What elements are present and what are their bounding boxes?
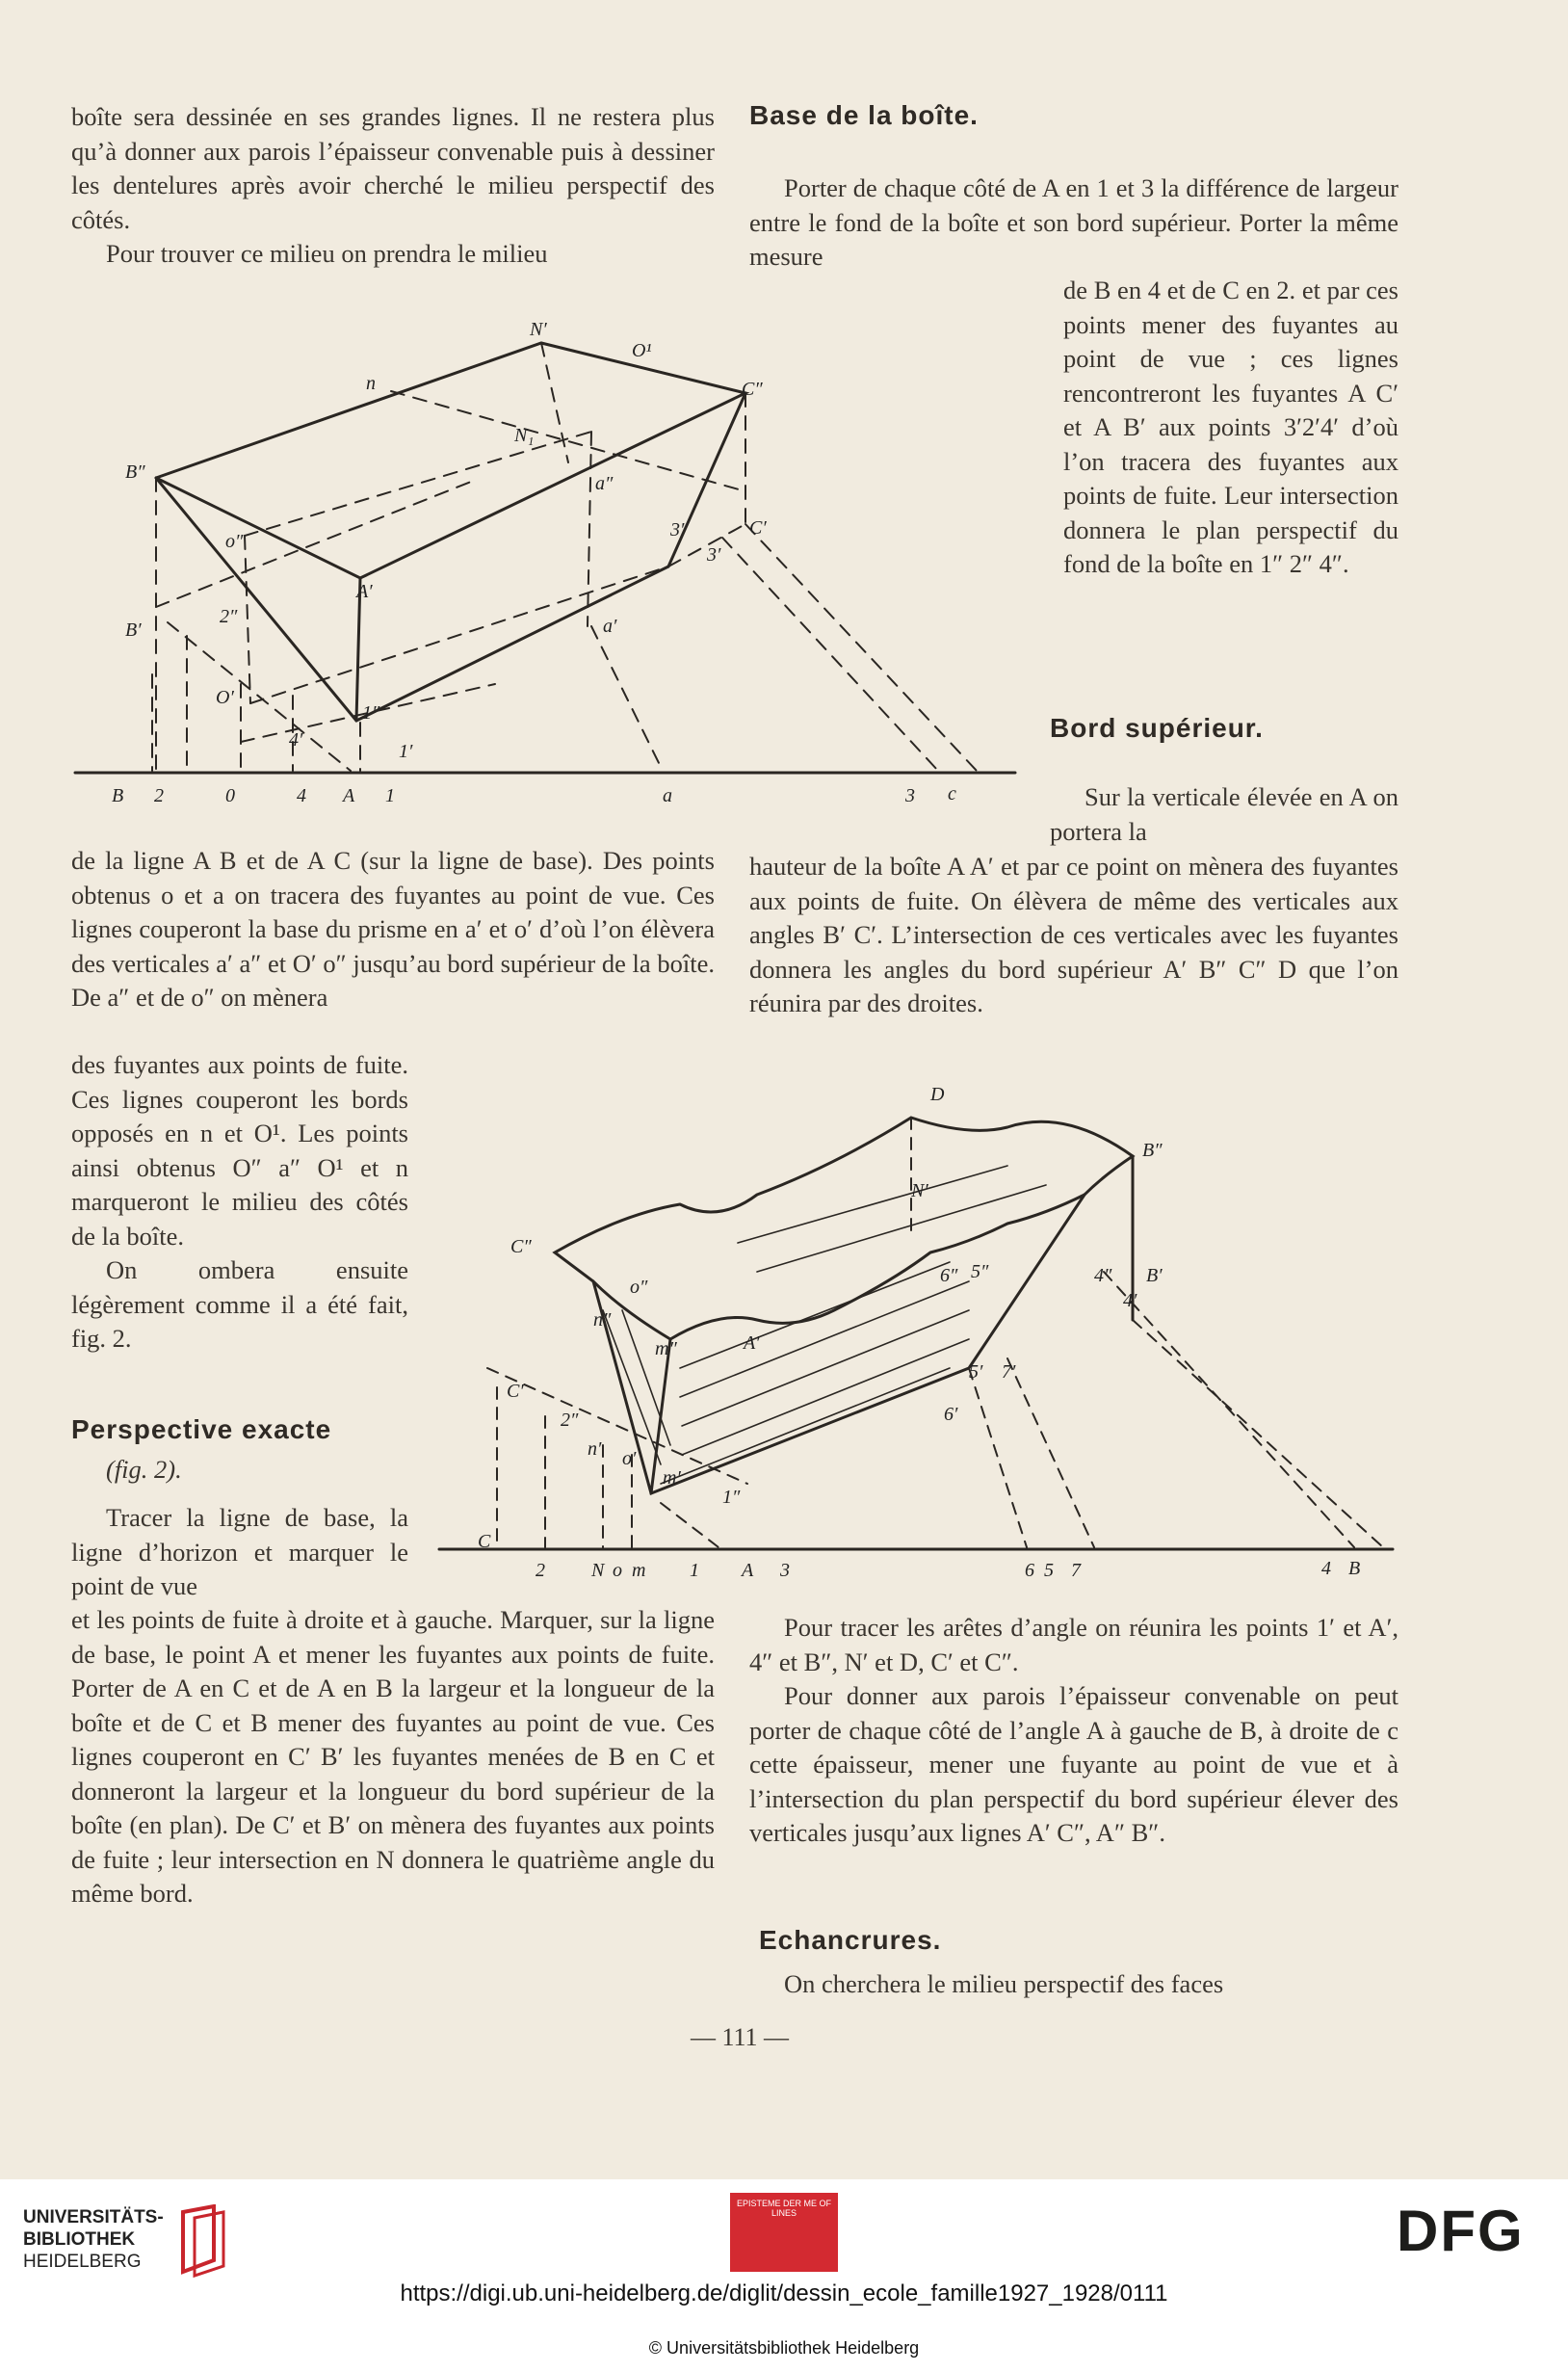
svg-text:A: A [742, 1560, 754, 1581]
paragraph-bord-narrow: Sur la verticale élevée en A on portera la [1050, 782, 1398, 846]
right-echancrures [749, 1967, 1398, 2002]
svg-text:3: 3 [905, 785, 915, 806]
svg-text:N′: N′ [530, 319, 547, 340]
svg-text:2″: 2″ [561, 1410, 579, 1431]
left-narrow-perspective [71, 1501, 408, 1604]
paragraph-milieu-wide: de la ligne A B et de A C (sur la ligne de base). Des points obtenus o et a on tracera des fuyantes au point de vue. Ces lignes couperont la base du prisme en a′ et o′ d’où l’on élèvera des verticales a′ a″ et O′ o″ jusqu’au bord supérieur de la boîte. De a″ et de o″ on mènera [71, 846, 715, 1012]
svg-text:o″: o″ [630, 1277, 648, 1298]
svg-text:7′: 7′ [1002, 1361, 1016, 1383]
svg-text:A′: A′ [744, 1332, 760, 1354]
svg-text:C′: C′ [507, 1381, 524, 1402]
svg-text:N′: N′ [911, 1180, 928, 1201]
svg-text:B: B [1348, 1558, 1361, 1579]
svg-text:A′: A′ [356, 581, 373, 602]
svg-text:o″: o″ [225, 531, 244, 552]
svg-text:1″: 1″ [362, 702, 380, 724]
figure-1-box-perspective [71, 318, 1025, 819]
heading-bord-superieur: Bord supérieur. [1050, 713, 1264, 743]
left-intro [71, 100, 715, 272]
svg-text:n: n [366, 373, 376, 394]
svg-text:o: o [613, 1560, 622, 1581]
svg-text:B: B [112, 785, 124, 806]
svg-text:1: 1 [690, 1560, 699, 1581]
figure-2-drawing [430, 1079, 1398, 1599]
svg-text:a″: a″ [595, 473, 614, 494]
svg-text:B′: B′ [1146, 1265, 1163, 1286]
heading-echancrures: Echancrures. [759, 1925, 942, 1955]
svg-text:n″: n″ [593, 1309, 612, 1331]
svg-text:B″: B″ [1142, 1140, 1163, 1161]
svg-text:4′: 4′ [289, 729, 303, 751]
paragraph-tracer-wide: et les points de fuite à droite et à gauche. Marquer, sur la ligne de base, le point A et mener les fuyantes aux points de fuite. Porter de A en C et de A en B la largeur et la longueur de la boîte et de C et B mener des fuyantes au point de vue. Ces lignes couperont en C′ B′ les fuyantes menées de B en C et donneront la largeur et la longueur du bord supérieur de la boîte (en plan). De C′ et B′ on mènera des fuyantes aux points de fuite ; leur intersection en N donnera le quatrième angle du même bord. [71, 1605, 715, 1908]
heading-perspective-sub: (fig. 2). [106, 1455, 182, 1484]
figure-2-box-shaded [430, 1079, 1398, 1599]
svg-text:a: a [663, 785, 672, 806]
ub-line1: UNIVERSITÄTS- [23, 2207, 164, 2227]
svg-text:B″: B″ [125, 461, 145, 483]
right-aretes-block [749, 1611, 1398, 1851]
epistemes-text: EPISTEME DER ME OF LINES [736, 2199, 831, 2218]
svg-text:0: 0 [225, 785, 235, 806]
paragraph-base-narrow: de B en 4 et de C en 2. et par ces points mener des fuyantes au point de vue ; ces lignes rencontreront les fuyantes A C′ et A B′ aux points 3′2′4′ d’où l’on tracera des fuyantes aux points de fuite. Leur intersection donnera le plan perspectif du fond de la boîte en 1″ 2″ 4″. [1063, 276, 1398, 578]
intro-paragraph: boîte sera dessinée en ses grandes lignes. Il ne restera plus qu’à donner aux parois l’épaisseur convenable puis à dessiner les dentelures après avoir cherché le milieu perspectif des côtés. [71, 102, 715, 234]
svg-text:6: 6 [1025, 1560, 1034, 1581]
svg-text:2″: 2″ [220, 606, 238, 627]
copyright-notice: © Universitätsbibliothek Heidelberg [648, 2338, 920, 2358]
svg-text:4′: 4′ [1123, 1290, 1137, 1311]
paragraph-aretes: Pour tracer les arêtes d’angle on réunira les points 1′ et A′, 4″ et B″, N′ et D, C′ et C″. [749, 1613, 1398, 1676]
right-bord-narrow [1050, 780, 1398, 849]
fig2-top-rim [555, 1118, 1133, 1339]
svg-text:B′: B′ [125, 619, 142, 641]
page-number: — 111 — [690, 2023, 790, 2051]
svg-text:4″: 4″ [1094, 1265, 1112, 1286]
fig2-construction-lines [487, 1118, 1383, 1547]
svg-text:N: N [591, 1560, 605, 1581]
epistemes-logo[interactable] [730, 2193, 838, 2272]
ub-line2: BIBLIOTHEK [23, 2229, 136, 2250]
svg-text:3′: 3′ [707, 544, 721, 566]
svg-text:4: 4 [1321, 1558, 1331, 1579]
svg-text:m: m [632, 1560, 646, 1581]
svg-text:2: 2 [154, 785, 164, 806]
svg-text:C″: C″ [510, 1236, 532, 1257]
fig1-base-labels [112, 783, 956, 806]
svg-text:m′: m′ [663, 1467, 681, 1489]
heading-base-boite: Base de la boîte. [749, 100, 979, 130]
right-bord-wide [749, 850, 1398, 1021]
left-continuation [71, 844, 715, 1015]
fig2-labels [507, 1084, 1163, 1508]
svg-text:6″: 6″ [940, 1265, 958, 1286]
paragraph-bord-wide: hauteur de la boîte A A′ et par ce point on mènera des fuyantes aux points de fuite. On élèvera de même des verticales aux angles B′ C′. L’intersection de ces verticales avec les fuyantes donnera les angles du bord supérieur A′ B″ C″ D que l’on réunira par des droites. [749, 852, 1398, 1017]
svg-text:c: c [948, 783, 956, 804]
svg-text:C″: C″ [742, 379, 763, 400]
svg-text:5: 5 [1044, 1560, 1054, 1581]
svg-text:1: 1 [385, 785, 395, 806]
right-base-wide [749, 171, 1398, 275]
svg-text:5′: 5′ [969, 1361, 983, 1383]
permalink-url[interactable]: https://digi.ub.uni-heidelberg.de/diglit/dessin_ecole_famille1927_1928/0111 [400, 2280, 1168, 2306]
fig1-construction-lines [152, 343, 977, 771]
ub-line3: HEIDELBERG [23, 2252, 142, 2272]
svg-text:N₁: N₁ [514, 425, 535, 446]
right-base-narrow [1063, 274, 1398, 582]
paragraph-ombrer: On ombera ensuite légèrement comme il a été fait, fig. 2. [71, 1255, 408, 1353]
figure-1-drawing [71, 318, 1025, 819]
left-wide-perspective [71, 1603, 715, 1911]
svg-text:O′: O′ [216, 687, 234, 708]
svg-text:5″: 5″ [971, 1261, 989, 1282]
svg-text:D: D [930, 1084, 945, 1105]
ub-heidelberg-wordmark[interactable] [23, 2206, 164, 2273]
heading-perspective-exacte: Perspective exacte [71, 1414, 332, 1444]
paragraph-echancrures: On cherchera le milieu perspectif des faces [784, 1969, 1224, 1998]
svg-text:m″: m″ [655, 1338, 677, 1359]
svg-text:6′: 6′ [944, 1404, 958, 1425]
paragraph-epaisseur: Pour donner aux parois l’épaisseur convenable on peut porter de chaque côté de l’angle A à gauche de B, à droite de c cette épaisseur, mener une fuyante au point de vue et à l’intersection du plan perspectif du bord supérieur élever des verticales jusqu’aux lignes A′ C″, A″ B″. [749, 1681, 1398, 1847]
fig2-shading [603, 1166, 1046, 1484]
svg-text:C: C [478, 1531, 491, 1552]
paragraph-base-wide: Porter de chaque côté de A en 1 et 3 la différence de largeur entre le fond de la boîte et son bord supérieur. Porter la même mesure [749, 173, 1398, 271]
svg-text:4: 4 [297, 785, 306, 806]
svg-text:2: 2 [536, 1560, 545, 1581]
svg-text:1″: 1″ [722, 1487, 741, 1508]
svg-text:1′: 1′ [399, 741, 413, 762]
svg-text:A: A [343, 785, 355, 806]
svg-text:3′: 3′ [670, 519, 685, 540]
svg-text:o′: o′ [622, 1448, 637, 1469]
dfg-logo[interactable]: DFG [1397, 2199, 1525, 2263]
svg-text:n′: n′ [588, 1438, 602, 1460]
paragraph-tracer-narrow: Tracer la ligne de base, la ligne d’horizon et marquer le point de vue [71, 1503, 408, 1600]
left-narrow-block [71, 1048, 408, 1357]
svg-text:7: 7 [1071, 1560, 1081, 1581]
fig2-base-labels [478, 1531, 1360, 1581]
svg-text:3: 3 [780, 1560, 790, 1581]
svg-text:O¹: O¹ [632, 340, 652, 361]
fig1-base-front [356, 567, 668, 721]
paragraph-milieu-narrow: des fuyantes aux points de fuite. Ces lignes couperont les bords opposés en n et O¹. Les points ainsi obtenus O″ a″ O¹ et n marqueront le milieu des côtés de la boîte. [71, 1050, 408, 1251]
paragraph-milieu-start: Pour trouver ce milieu on prendra le milieu [106, 239, 548, 268]
svg-text:C′: C′ [749, 517, 767, 539]
svg-text:a′: a′ [603, 616, 617, 637]
